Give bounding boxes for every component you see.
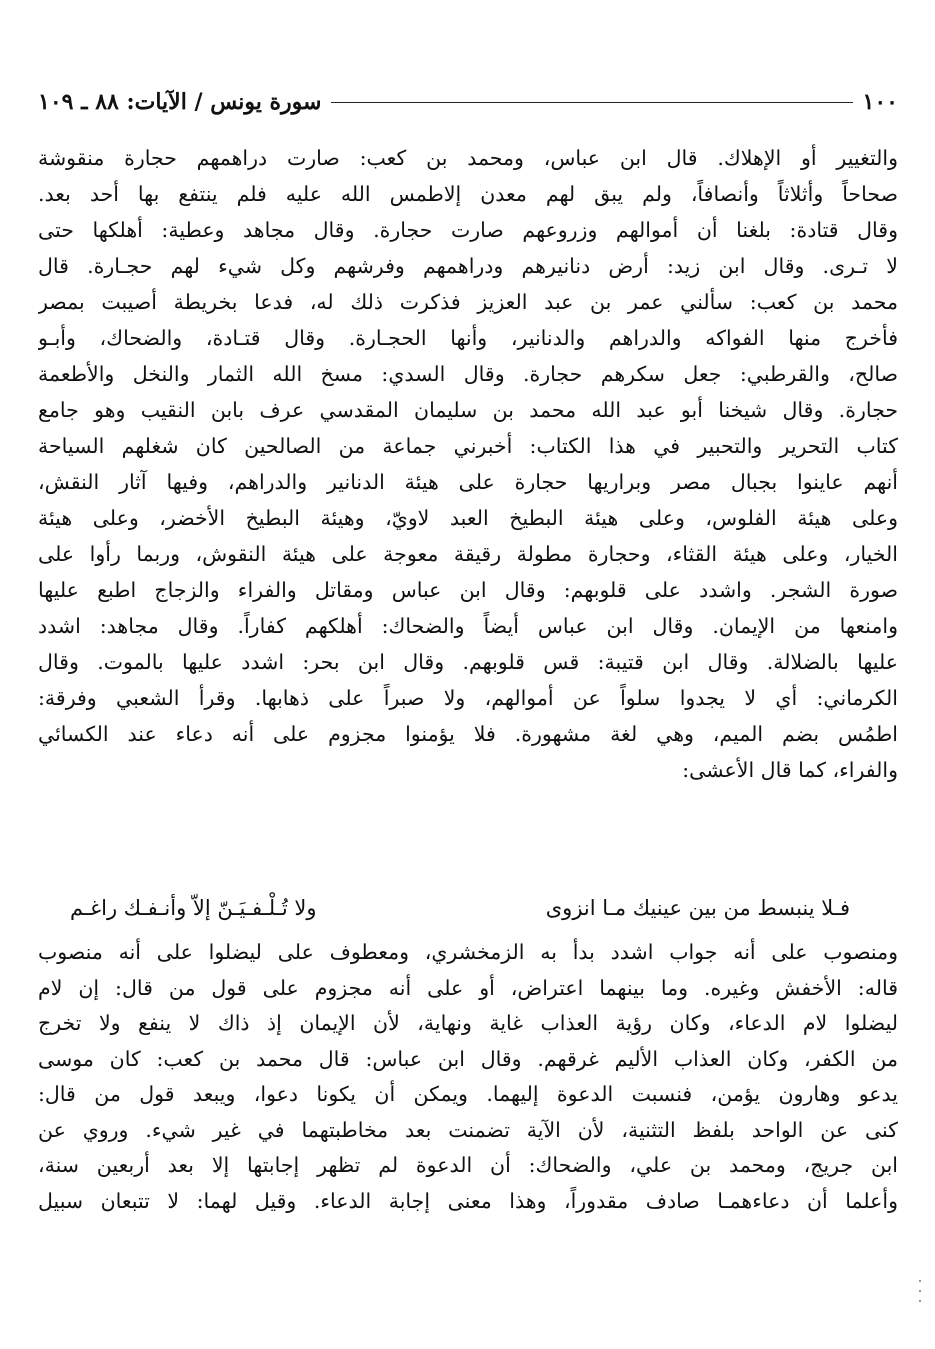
text-line: كتاب التحرير والتحبير في هذا الكتاب: أخبرني جماعة من الصالحين كان شغلهم السياحة [38,434,898,458]
text-line: اطمُس بضم الميم، وهي لغة مشهورة. فلا يؤمنوا مجزوم على أنه دعاء عند الكسائي [38,722,898,746]
text-line: عليها بالضلالة. وقال ابن قتيبة: قس قلوبهم. وقال ابن بحر: اشدد عليها بالموت. وقال [38,650,898,674]
poetry-verse [70,887,850,929]
text-line: يدعو وهارون يؤمن، فنسبت الدعوة إليهما. ويمكن أن يكونا دعوا، ويبعد قول من قال: [38,1082,898,1106]
text-line: من الكفر، وكان العذاب الأليم غرقهم. وقال ابن عباس: قال محمد بن كعب: كان موسى [38,1046,898,1071]
verse-first-hemistich: فـلا ينبسط من بين عينيك مـا انزوى [545,896,850,920]
text-line: محمد بن كعب: سألني عمر بن عبد العزيز فذكرت ذلك له، فدعا بخريطة أصيبت بمصر [38,290,898,314]
text-line: صورة الشجر. واشدد على قلوبهم: وقال ابن عباس ومقاتل والفراء والزجاج اطبع عليها [38,578,898,602]
text-line: الكرماني: أي لا يجدوا سلواً عن أموالهم، ولا صبراً على ذهابها. وقرأ الشعبي وفرقة: [38,686,898,710]
header-rule [331,102,852,103]
text-line: ليضلوا لام الدعاء، وكان رؤية العذاب غاية ونهاية، لأن الإيمان إذ ذاك لا ينفع ولا تخرج [38,1011,898,1035]
text-line: والفراء، كما قال الأعشى: [682,758,898,782]
running-header [38,84,898,120]
text-line: لا تـرى. وقال ابن زيد: أرض دنانيرهم ودراهمهم وفرشهم وكل شيء لهم حجـارة. قال [38,254,898,278]
text-line: كنى عن الواحد بلفظ التثنية، لأن الآية تضمنت بعد مخاطبتهما في غير شيء. وروي عن [38,1117,898,1142]
text-line: صحاحاً وأثلاثاً وأنصافاً، ولم يبق لهم معدن إلاطمس الله عليه فلم ينتفع بها أحد بعد. [38,182,898,206]
text-line: وامنعها من الإيمان. وقال ابن عباس أيضاً والضحاك: أهلكهم كفاراً. وقال مجاهد: اشدد [38,614,898,638]
commentary-text-continued [38,935,898,1219]
text-line: حجارة. وقال شيخنا أبو عبد الله محمد بن سليمان المقدسي عرف بابن النقيب وهو جامع [38,398,898,422]
commentary-text [38,140,898,788]
text-line: وأعلما أن دعاءهمـا صادف مقدوراً، وهذا معنى إجابة الدعاء. وقيل لهما: لا تتبعان سبيل [38,1188,898,1213]
text-line: ابن جريج، ومحمد بن علي، والضحاك: أن الدعوة لم تظهر إجابتها إلا بعد أربعين سنة، [38,1153,898,1177]
text-line: قاله: الأخفش وغيره. وما بينهما اعتراض، أو على أنه مجزوم على قول من قال: إن لام [38,975,898,1000]
verse-second-hemistich: ولا تُـلْـفـيَـنّ إلاّ وأنـفـك راغـم [70,896,317,920]
text-line: والتغيير أو الإهلاك. قال ابن عباس، ومحمد بن كعب: صارت دراهمهم حجارة منقوشة [38,146,898,170]
text-line: فأخرج منها الفواكه والدراهم والدنانير، وأنها الحجـارة. وقال قتـادة، والضحاك، وأبـو [38,326,898,350]
text-line: صالح، والقرطبي: جعل سكرهم حجارة. وقال السدي: مسخ الله الثمار والنخل والأطعمة [38,362,898,386]
text-line: وعلى هيئة الفلوس، وعلى هيئة البطيخ العبد لاويّ، وهيئة البطيخ الأخضر، وعلى هيئة [38,506,898,530]
page-number: ١٠٠ [862,89,898,115]
surah-title: سورة يونس / الآيات: ٨٨ ـ ١٠٩ [38,89,322,115]
text-line: الخيار، وعلى هيئة القثاء، وحجارة مطولة رقيقة معوجة على هيئة النقوش، وربما رأوا على [38,542,898,566]
text-line: أنهم عاينوا بجبال مصر وبراريها حجارة على هيئة الدنانير والدراهم، وفيها آثار النقش، [38,470,898,494]
text-line: ومنصوب على أنه جواب اشدد بدأ به الزمخشري، ومعطوف على ليضلوا على أنه منصوب [38,940,898,964]
text-line: وقال قتادة: بلغنا أن أموالهم وزروعهم صارت حجارة. وقال مجاهد وعطية: أهلكها حتى [38,218,898,242]
scan-margin-marks [917,1280,921,1310]
